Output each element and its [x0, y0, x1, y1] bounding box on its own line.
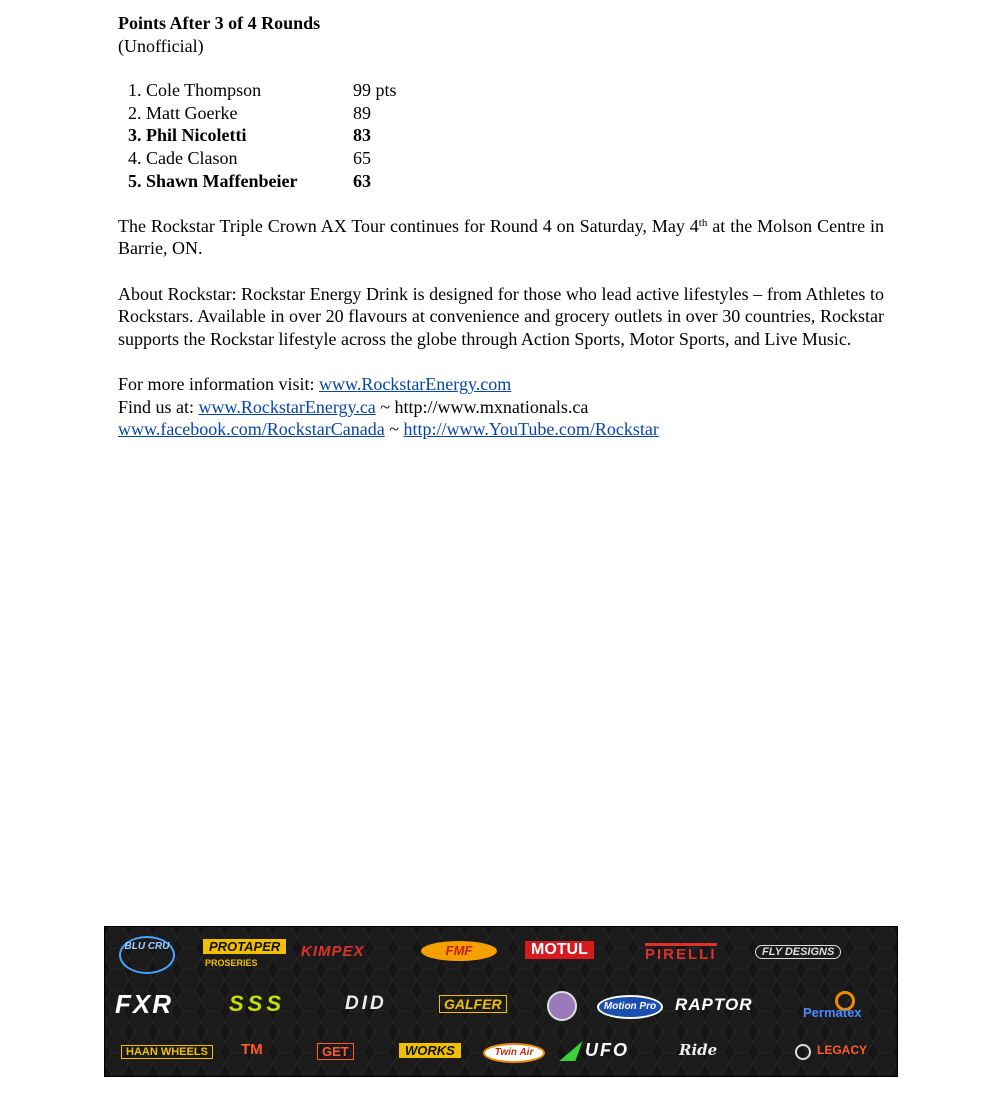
standings-heading: Points After 3 of 4 Rounds — [118, 13, 321, 33]
permatex-logo: Permatex — [803, 1005, 862, 1020]
twin-air-logo: Twin Air — [483, 1043, 545, 1063]
ufo-logo: UFO — [585, 1040, 629, 1060]
standings-row-4: 4. Cade Clason 65 — [128, 147, 371, 168]
about-paragraph: About Rockstar: Rockstar Energy Drink is designed for those who lead active lifestyles – from Athletes to Rockstars. Available in over 20 flavours at convenience and grocery outlets in over 30 countries, Rockstar supports the Rockstar lifestyle across the globe through Action Sports, Motor Sports, and Live Music. — [118, 283, 884, 349]
sss-logo: SSS — [229, 991, 286, 1016]
tm-logo: TM — [241, 1041, 263, 1058]
standings-row-5: 5. Shawn Maffenbeier 63 — [128, 170, 371, 191]
proseries-logo: PROSERIES — [205, 958, 258, 968]
haan-wheels-logo: HAAN WHEELS — [121, 1045, 213, 1059]
info-line-2: Find us at: www.RockstarEnergy.ca ~ http://www.mxnationals.ca — [118, 396, 589, 417]
kimpex-logo: KIMPEX — [301, 943, 365, 960]
document-page — [118, 12, 884, 441]
sponsor-banner — [104, 926, 898, 1077]
pirelli-logo: PIRELLI — [645, 943, 717, 963]
standings-row-2: 2. Matt Goerke 89 — [128, 102, 371, 123]
motion-pro-logo: Motion Pro — [597, 995, 663, 1019]
info-line-3: www.facebook.com/RockstarCanada ~ http://www.YouTube.com/Rockstar — [118, 419, 659, 440]
get-logo: GET — [317, 1043, 354, 1060]
rockstar-energy-com-link[interactable]: www.RockstarEnergy.com — [318, 373, 512, 394]
info-line-1: For more information visit: www.RockstarEnergy.com — [118, 373, 512, 394]
legacy-logo: LEGACY — [817, 1043, 868, 1057]
rockstar-energy-ca-link[interactable]: www.RockstarEnergy.ca — [198, 396, 376, 417]
next-round-paragraph: The Rockstar Triple Crown AX Tour continues for Round 4 on Saturday, May 4th at the Molson Centre in Barrie, ON. — [118, 215, 884, 259]
raptor-logo: RAPTOR — [675, 995, 753, 1014]
fly-designs-logo: FLY DESIGNS — [755, 945, 841, 959]
legacy-mark-icon — [795, 1044, 811, 1060]
standings-subheading: (Unofficial) — [118, 35, 204, 56]
did-logo: DID — [345, 993, 387, 1014]
mxnationals-text: http://www.mxnationals.ca — [394, 396, 589, 417]
standings-row-1: 1. Cole Thompson 99 pts — [128, 80, 397, 101]
ride-logo: Ride — [679, 1041, 718, 1059]
works-logo: WORKS — [399, 1043, 461, 1058]
fmf-logo: FMF — [421, 941, 497, 961]
standings-list — [128, 79, 884, 192]
protaper-logo: PROTAPER — [203, 939, 286, 954]
youtube-link[interactable]: http://www.YouTube.com/Rockstar — [403, 419, 659, 440]
standings-row-3: 3. Phil Nicoletti 83 — [128, 125, 371, 146]
fxr-logo: FXR — [115, 989, 173, 1019]
motul-logo: MOTUL — [525, 941, 594, 959]
skull-logo-icon — [547, 991, 577, 1021]
facebook-link[interactable]: www.facebook.com/RockstarCanada — [118, 419, 385, 440]
blu-cru-logo: BLU CRU — [119, 936, 175, 974]
galfer-logo: GALFER — [439, 995, 507, 1013]
